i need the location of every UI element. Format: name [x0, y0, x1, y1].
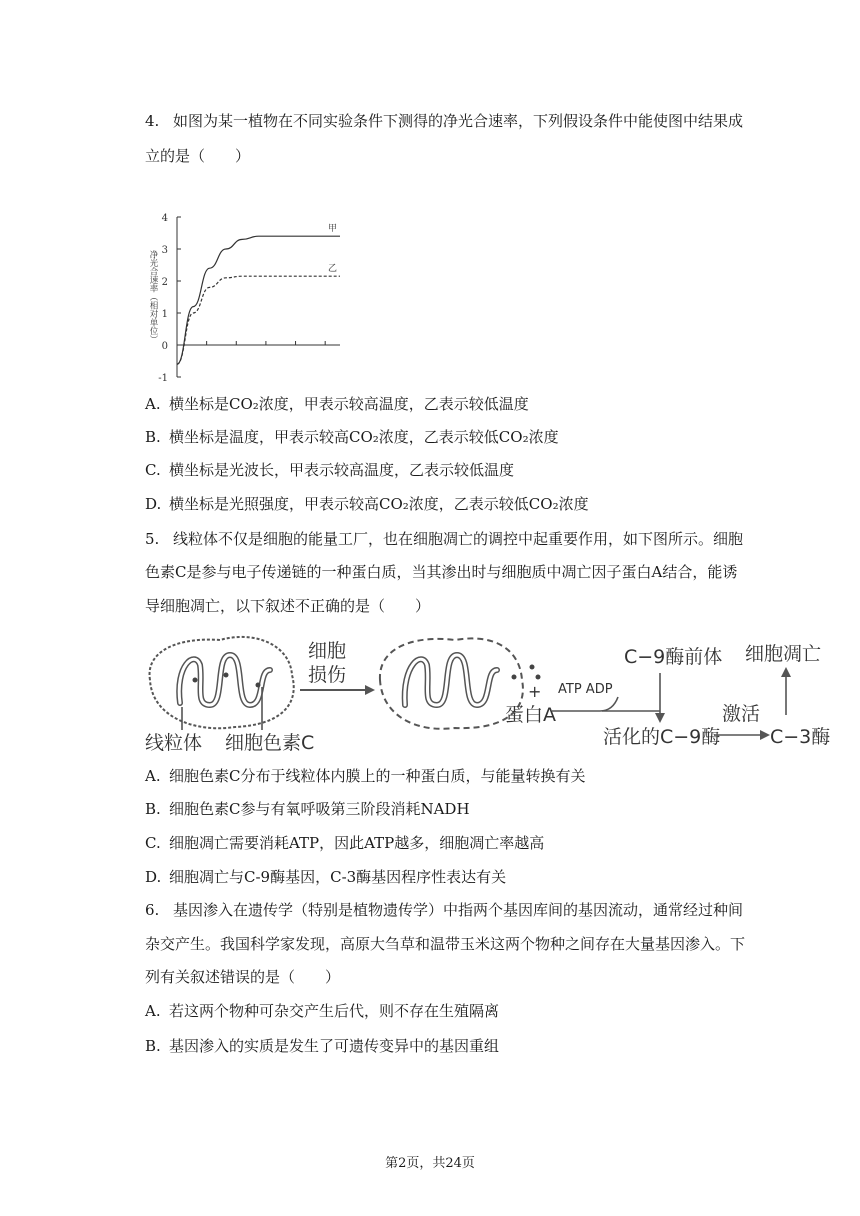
- c9-precursor-label: C−9酶前体: [624, 646, 723, 668]
- y-tick-label: 1: [161, 309, 168, 320]
- q5-option-c: C. 细胞凋亡需要消耗ATP，因此ATP越多，细胞凋亡率越高: [145, 834, 545, 852]
- q5-number: 5.: [145, 530, 160, 548]
- q4-number: 4.: [145, 112, 160, 130]
- protein-a-label: 蛋白A: [505, 704, 556, 726]
- y-tick-label: 2: [161, 277, 168, 288]
- q6-stem-line3: 列有关叙述错误的是（ ）: [145, 968, 341, 986]
- q6-stem-line2: 杂交产生。我国科学家发现，高原大刍草和温带玉米这两个物种之间存在大量基因渗入。下: [145, 935, 746, 953]
- series-label-1: 乙: [328, 264, 338, 275]
- q5-option-d: D. 细胞凋亡与C-9酶基因，C-3酶基因程序性表达有关: [145, 868, 507, 886]
- q4-option-c: C. 横坐标是光波长，甲表示较高温度，乙表示较低温度: [145, 461, 515, 479]
- y-tick-label: 0: [161, 341, 168, 352]
- q5-diagram: [140, 625, 830, 755]
- q5-option-a: A. 细胞色素C分布于线粒体内膜上的一种蛋白质，与能量转换有关: [145, 767, 586, 785]
- atp-adp-label: ATP ADP: [558, 682, 613, 697]
- c3-label: C−3酶: [770, 726, 830, 748]
- y-tick-label: 4: [161, 213, 168, 224]
- y-tick-label: 3: [161, 245, 168, 256]
- cytochrome-c-label: 细胞色素C: [225, 732, 315, 754]
- q5-stem-line2: 色素C是参与电子传递链的一种蛋白质，当其渗出时与细胞质中凋亡因子蛋白A结合，能诱: [145, 563, 738, 581]
- damage-label-1: 细胞: [308, 640, 347, 662]
- q5-stem-line1: 5. 线粒体不仅是细胞的能量工厂，也在细胞凋亡的调控中起重要作用，如下图所示。细胞: [145, 530, 744, 548]
- activate-label: 激活: [722, 703, 761, 725]
- mitochondrion-intact: [150, 637, 294, 728]
- q6-stem-line1: 6. 基因渗入在遗传学（特别是植物遗传学）中指两个基因库间的基因流动，通常经过种间: [145, 901, 744, 919]
- q6-number: 6.: [145, 901, 160, 919]
- q5-stem-line3: 导细胞凋亡，以下叙述不正确的是（ ）: [145, 597, 431, 615]
- q5-option-b: B. 细胞色素C参与有氧呼吸第三阶段消耗NADH: [145, 800, 470, 818]
- q6-option-a: A. 若这两个物种可杂交产生后代，则不存在生殖隔离: [145, 1002, 500, 1020]
- page-footer: 第2页，共24页: [385, 1156, 475, 1171]
- mitochondrion-damaged: [380, 638, 523, 728]
- q4-option-d: D. 横坐标是光照强度，甲表示较高CO₂浓度，乙表示较低CO₂浓度: [145, 495, 589, 513]
- plus-sign: +: [528, 682, 542, 701]
- mitochondrion-label: 线粒体: [145, 732, 203, 754]
- y-tick-label: -1: [158, 373, 168, 384]
- q4-stem-line1: 4. 如图为某一植物在不同实验条件下测得的净光合速率，下列假设条件中能使图中结果成: [145, 112, 744, 130]
- damage-label-2: 损伤: [308, 664, 347, 686]
- series-label-0: 甲: [328, 224, 338, 235]
- q4-option-a: A. 横坐标是CO₂浓度，甲表示较高温度，乙表示较低温度: [145, 395, 529, 413]
- apoptosis-label: 细胞凋亡: [745, 643, 822, 665]
- y-axis-label: 净光合速率（相对单位）: [148, 250, 158, 344]
- q4-option-b: B. 横坐标是温度，甲表示较高CO₂浓度，乙表示较低CO₂浓度: [145, 428, 559, 446]
- q6-option-b: B. 基因渗入的实质是发生了可遗传变异中的基因重组: [145, 1037, 500, 1055]
- q4-stem-line2: 立的是（ ）: [145, 147, 251, 165]
- q4-chart: [140, 205, 350, 385]
- activated-c9-label: 活化的C−9酶: [603, 726, 721, 748]
